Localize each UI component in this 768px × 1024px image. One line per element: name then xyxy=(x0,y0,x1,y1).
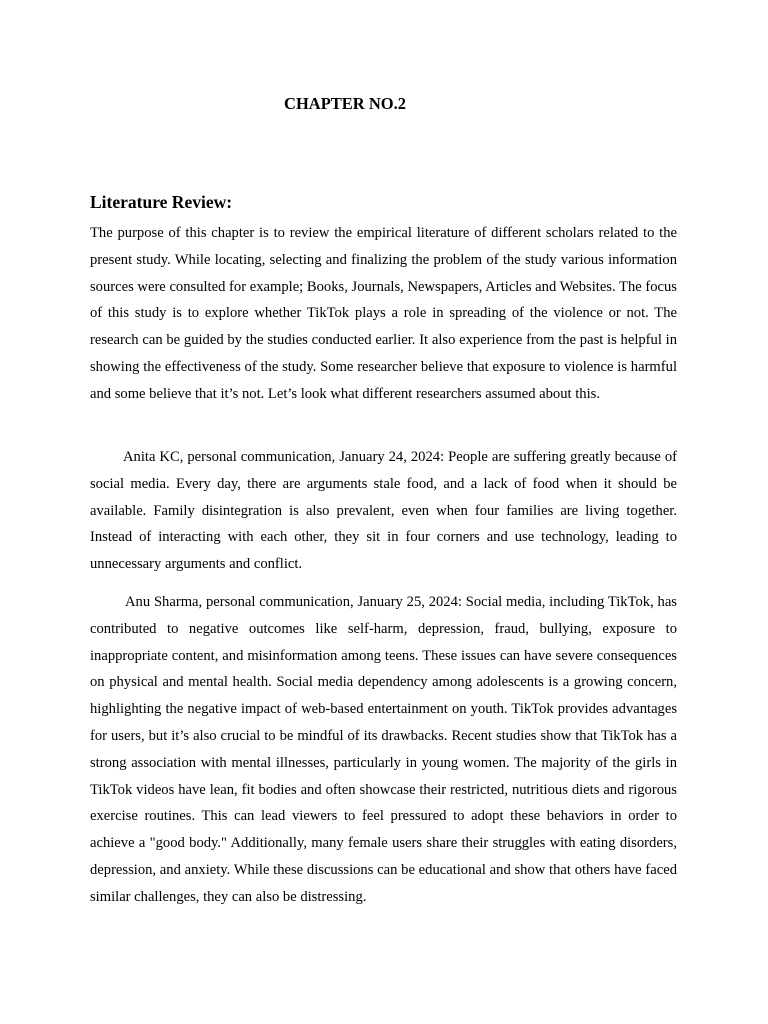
paragraph-intro: The purpose of this chapter is to review the empirical literature of different scholars related to the present study. While locating, selecting and finalizing the problem of the study various information sources were consulted for example; Books, Journals, Newspapers, Articles and Websites. The focus of this study is to explore whether TikTok plays a role in spreading of the violence or not. The research can be guided by the studies conducted earlier. It also experience from the past is helpful in showing the effectiveness of the study. Some researcher believe that exposure to violence is harmful and some believe that it’s not. Let’s look what different researchers assumed about this. xyxy=(90,225,677,402)
chapter-title: CHAPTER NO.2 xyxy=(284,94,406,113)
paragraph-anita-kc: Anita KC, personal communication, January 24, 2024: People are suffering greatly because of social media. Every day, there are arguments stale food, and a lack of food when it should be available. Family disintegration is also prevalent, even when four families are living together. Instead of interacting with each other, they sit in four corners and use technology, leading to unnecessary arguments and conflict. xyxy=(90,449,677,573)
paragraph-anu-sharma: Anu Sharma, personal communication, January 25, 2024: Social media, including TikTok, has contributed to negative outcomes like self-harm, depression, fraud, bullying, exposure to inappropriate content, and misinformation among teens. These issues can have severe consequences on physical and mental health. Social media dependency among adolescents is a growing concern, highlighting the negative impact of web-based entertainment on youth. TikTok provides advantages for users, but it’s also crucial to be mindful of its drawbacks. Recent studies show that TikTok has a strong association with mental illnesses, particularly in young women. The majority of the girls in TikTok videos have lean, fit bodies and often showcase their restricted, nutritious diets and rigorous exercise routines. This can lead viewers to feel pressured to adopt these behaviors in order to achieve a "good body." Additionally, many female users share their struggles with eating disorders, depression, and anxiety. While these discussions can be educational and show that others have faced similar challenges, they can also be distressing. xyxy=(90,594,677,905)
section-heading: Literature Review: xyxy=(90,192,233,212)
